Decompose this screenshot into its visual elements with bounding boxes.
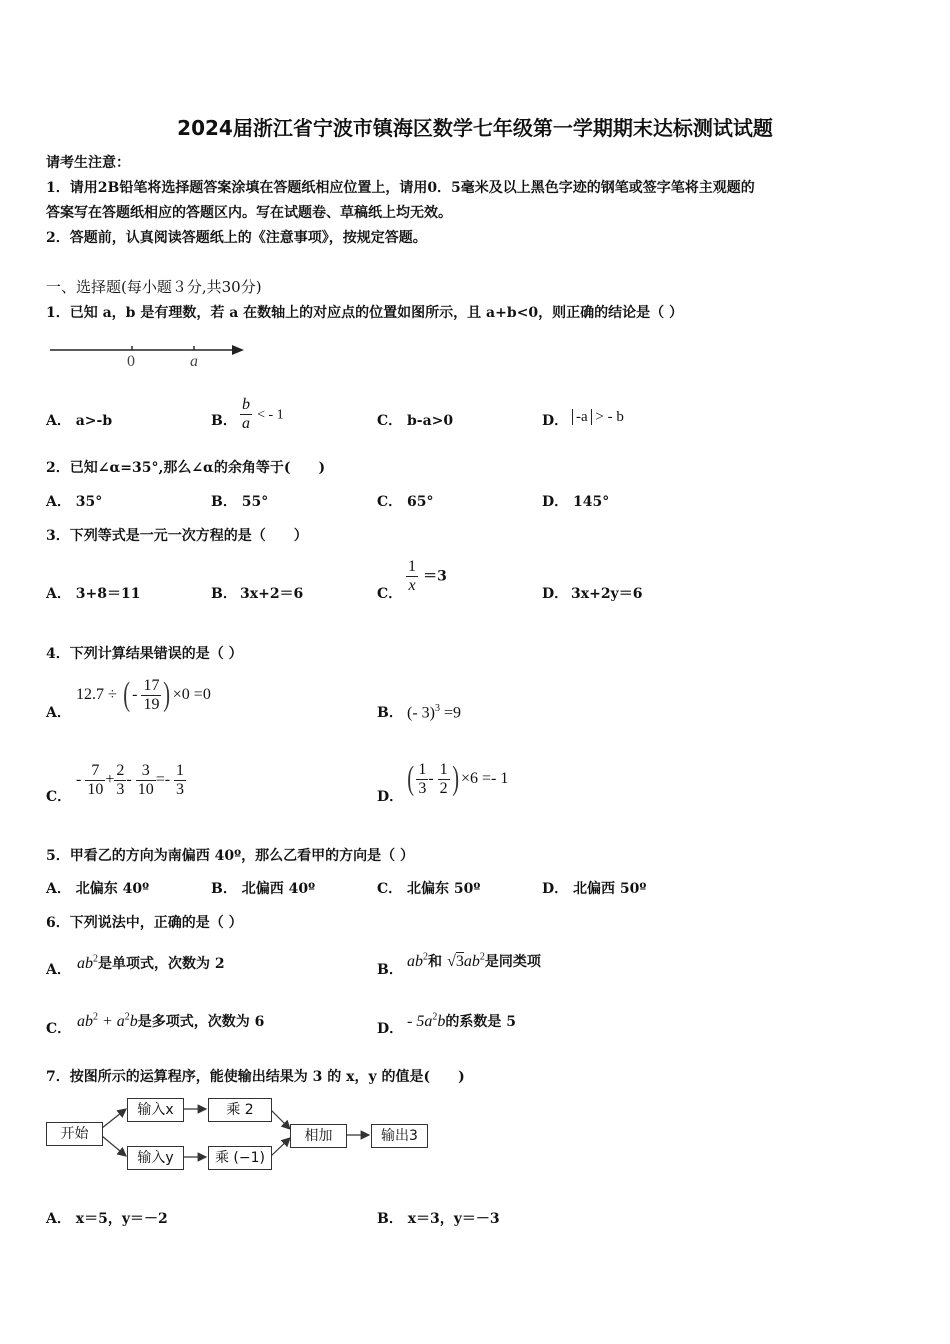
c-m2: - <box>126 771 132 789</box>
q5-option-b: B． 北偏西 40º <box>211 881 316 897</box>
q1-option-c: C． b-a>0 <box>377 413 454 429</box>
frac-den: 10 <box>87 780 104 798</box>
q5-option-a: A． 北偏东 40º <box>46 881 150 897</box>
d-minus: - <box>428 770 434 787</box>
q1-b-rest: < - 1 <box>257 407 284 423</box>
q6-option-b-label: B． <box>377 962 403 978</box>
frac-num: 1 <box>418 760 427 778</box>
q1-option-d-expr <box>572 409 624 426</box>
sqrt-content: 3 <box>455 953 464 970</box>
q4-option-b-label: B． <box>377 705 403 721</box>
q6-option-a-label: A． <box>46 962 71 978</box>
frac-den: 19 <box>143 695 160 713</box>
abs-value: -a <box>572 409 592 425</box>
q6-option-d-label: D． <box>377 1021 404 1037</box>
b-sup: 2 <box>423 951 428 963</box>
q4-stem: 4．下列计算结果错误的是（ ） <box>46 646 243 662</box>
q3-option-d-expr: 3x+2y＝6 <box>571 586 643 602</box>
a-math: ab <box>77 955 93 972</box>
frac-num: 1 <box>176 762 185 779</box>
frac-den: x <box>408 576 416 594</box>
q7-stem: 7．按图所示的运算程序，能使输出结果为 3 的 x，y 的值是( ) <box>46 1069 465 1085</box>
frac-num: 1 <box>439 760 448 778</box>
b-post: =9 <box>439 704 462 722</box>
d-sup: 2 <box>432 1011 438 1023</box>
a-minus: - <box>132 686 138 703</box>
flow-multiply-2: 乘 2 <box>208 1098 272 1122</box>
q5-stem: 5．甲看乙的方向为南偏西 40º，那么乙看甲的方向是（ ） <box>46 848 414 864</box>
frac-den: 3 <box>176 780 185 798</box>
q1-stem: 1．已知 a，b 是有理数，若 a 在数轴上的对应点的位置如图所示，且 a+b<0，则正确的结论是（ ） <box>46 305 683 321</box>
q2-stem: 2．已知∠α=35°,那么∠α的余角等于( ) <box>46 460 326 476</box>
notice-heading: 请考生注意： <box>46 155 130 171</box>
c-b: b <box>129 1013 138 1030</box>
frac-num: 3 <box>136 762 156 781</box>
frac-den: 10 <box>137 780 154 798</box>
q4-option-a-label: A． <box>46 705 71 721</box>
number-line-diagram <box>46 338 256 374</box>
q7-option-b: B． x＝3，y＝－3 <box>377 1211 500 1227</box>
c-sup2: 2 <box>124 1011 130 1023</box>
a-sup: 2 <box>93 953 98 965</box>
q6-option-a-expr <box>77 953 225 973</box>
q1-option-b-expr <box>240 396 284 432</box>
b-text: 是同类项 <box>484 954 541 970</box>
q4-option-d-label: D． <box>377 789 404 805</box>
q3-option-a: A． 3+8＝11 <box>46 586 141 602</box>
q6-option-d-expr <box>407 1011 516 1031</box>
q4-option-c-expr <box>76 762 186 798</box>
d-text: 的系数是 5 <box>445 1014 516 1030</box>
paren-right: ) <box>163 676 171 713</box>
q2-option-b: B． 55° <box>211 494 269 510</box>
q2-option-a: A． 35° <box>46 494 103 510</box>
axis-label-zero: 0 <box>127 353 135 370</box>
q4-option-d-expr <box>405 760 508 798</box>
b-base: (- 3) <box>407 704 435 722</box>
q6-option-c-expr <box>77 1011 264 1031</box>
frac-den: 3 <box>116 780 125 798</box>
axis-label-a: a <box>190 353 198 370</box>
paren-left: ( <box>123 676 130 713</box>
frac-num: 7 <box>85 762 105 781</box>
flow-output: 输出3 <box>371 1124 428 1148</box>
flow-start: 开始 <box>46 1122 103 1146</box>
flow-multiply-neg1: 乘 (−1) <box>208 1146 272 1170</box>
flow-add: 相加 <box>290 1124 347 1148</box>
q1-d-rest: > - b <box>595 409 624 425</box>
q6-option-c-label: C． <box>46 1021 72 1037</box>
q3-option-b-expr: 3x+2＝6 <box>240 586 304 602</box>
c-plus: + <box>105 771 115 789</box>
a-pre: 12.7 ÷ <box>76 686 117 703</box>
q6-stem: 6．下列说法中，正确的是（ ） <box>46 915 243 931</box>
b-sup2: 2 <box>479 951 485 963</box>
q3-option-c-expr <box>406 558 447 594</box>
q1-option-a: A． a>-b <box>46 413 113 429</box>
flow-input-x: 输入x <box>127 1098 184 1122</box>
q2-option-c: C． 65° <box>377 494 434 510</box>
frac-num: 2 <box>116 762 125 779</box>
q3-option-c-label: C． <box>377 586 403 602</box>
d-b: b <box>437 1013 446 1030</box>
d-math: - 5a <box>407 1013 433 1030</box>
section-heading: 一、选择题(每小题３分,共30分) <box>46 278 262 296</box>
paren-right: ) <box>451 760 459 797</box>
q1-option-d-label: D． <box>542 413 569 429</box>
c-math: ab <box>77 1013 93 1030</box>
q7-option-a: A． x＝5，y＝－2 <box>46 1211 168 1227</box>
number-line-arrow <box>232 345 244 355</box>
b-math: ab <box>407 953 423 970</box>
frac-num: 1 <box>408 558 416 575</box>
q3-option-d-label: D． <box>542 586 569 602</box>
notice-1a: 1．请用2B铅笔将选择题答案涂填在答题纸相应位置上，请用0．5毫米及以上黑色字迹的钢笔或签字笔将主观题的 <box>46 180 755 196</box>
q5-option-c: C． 北偏东 50º <box>377 881 481 897</box>
b-exp: 3 <box>434 703 440 714</box>
b-math2: ab <box>463 953 480 970</box>
a-post: ×0 =0 <box>172 686 211 703</box>
c-plus: + a <box>98 1013 125 1030</box>
q1-option-b-label: B． <box>211 413 237 429</box>
q4-option-b-expr <box>407 703 461 722</box>
c-text: 是多项式，次数为 6 <box>137 1014 265 1030</box>
q3-stem: 3．下列等式是一元一次方程的是（ ） <box>46 528 308 544</box>
frac-den: a <box>242 414 250 432</box>
b-and: 和 <box>428 954 442 970</box>
notice-1b: 答案写在答题纸相应的答题区内。写在试题卷、草稿纸上均无效。 <box>46 205 452 221</box>
paren-left: ( <box>407 760 415 797</box>
q5-option-d: D． 北偏西 50º <box>542 881 647 897</box>
c-sup: 2 <box>93 1011 98 1023</box>
q6-option-b-expr <box>407 951 541 971</box>
page-title: 2024届浙江省宁波市镇海区数学七年级第一学期期末达标测试试题 <box>177 116 773 140</box>
q3-c-rest: ＝3 <box>423 568 447 585</box>
flow-input-y: 输入y <box>127 1146 184 1170</box>
frac-num: 17 <box>143 676 160 694</box>
c-eq: =- <box>155 771 171 789</box>
frac-den: 2 <box>439 779 448 797</box>
d-post: ×6 =- 1 <box>460 770 509 787</box>
frac-den: 3 <box>418 779 427 797</box>
q4-option-a-expr <box>76 676 211 714</box>
frac-num: b <box>242 396 250 413</box>
q2-option-d: D． 145° <box>542 494 610 510</box>
sqrt-sign: √ <box>447 953 456 970</box>
notice-2: 2．答题前，认真阅读答题纸上的《注意事项》，按规定答题。 <box>46 230 427 246</box>
q3-option-b-label: B． <box>211 586 237 602</box>
q4-option-c-label: C． <box>46 789 72 805</box>
c-m1: - <box>76 771 82 789</box>
a-text: 是单项式，次数为 2 <box>98 956 225 972</box>
